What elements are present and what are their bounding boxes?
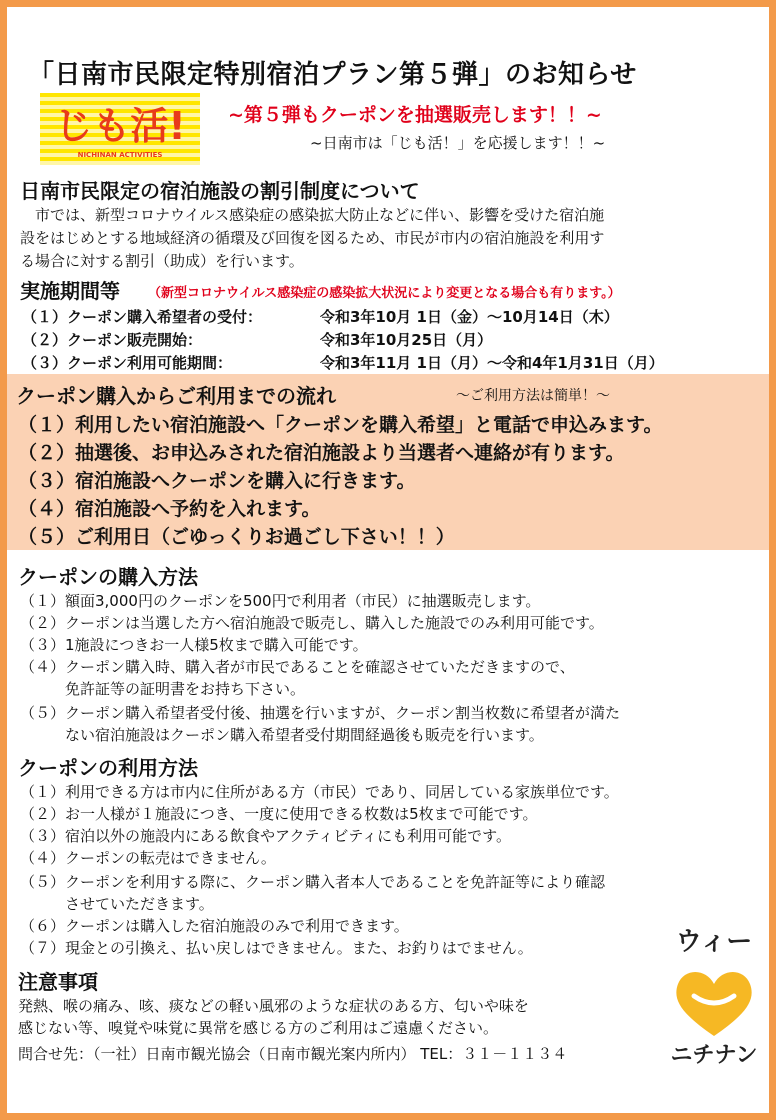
purchase-line-1: （１）額面3,000円のクーポンを500円で利用者（市民）に抽選販売します。 (20, 592, 541, 610)
purchase-line-2: （２）クーポンは当選した方へ宿泊施設で販売し、購入した施設でのみ利用可能です。 (20, 614, 604, 632)
purchase-heading: クーポンの購入方法 (18, 565, 198, 589)
usage-line-5: （５）クーポンを利用する際に、クーポン購入者本人であることを免許証等により確認 (20, 873, 606, 891)
contact-info: 問合せ先：（一社）日南市観光協会（日南市観光案内所内） TEL：３１－１１３４ (18, 1045, 568, 1063)
discount-line-3: る場合に対する割引（助成）を行います。 (20, 252, 304, 270)
usage-line-8: （７）現金との引換え、払い戻しはできません。また、お釣りはでません。 (20, 939, 533, 957)
caution-line-1: 発熱、喉の痛み、咳、痰などの軽い風邪のような症状のある方、匂いや味を (18, 997, 529, 1015)
purchase-line-5: 免許証等の証明書をお持ち下さい。 (20, 680, 306, 698)
discount-line-2: 設をはじめとする地域経済の循環及び回復を図るため、市民が市内の宿泊施設を利用す (20, 229, 605, 247)
usage-line-1: （１）利用できる方は市内に住所がある方（市民）であり、同居している家族単位です。 (20, 783, 619, 801)
purchase-line-7: ない宿泊施設はクーポン購入希望者受付期間経過後も販売を行います。 (20, 726, 544, 744)
flow-hint: ～ご利用方法は簡単！～ (456, 388, 610, 404)
usage-line-6: させていただきます。 (20, 895, 214, 913)
period-row-2-label: （２）クーポン販売開始： (22, 331, 203, 349)
period-note: （新型コロナウイルス感染症の感染拡大状況により変更となる場合も有ります。） (148, 286, 621, 301)
period-heading: 実施期間等 (20, 279, 120, 303)
flow-heading: クーポン購入からご利用までの流れ (16, 384, 336, 408)
purchase-line-4: （４）クーポン購入時、購入者が市民であることを確認させていただきますので、 (20, 658, 575, 676)
subtitle-support: ~日南市は「じも活！」を応援します！！~ (310, 134, 606, 152)
period-row-1-value: 令和3年10月 1日（金）～10月14日（木） (320, 308, 619, 326)
usage-line-3: （３）宿泊以外の施設内にある飲食やアクティビティにも利用可能です。 (20, 827, 511, 845)
flow-step-1: （１）利用したい宿泊施設へ「クーポンを購入希望」と電話で申込みます。 (18, 414, 663, 436)
usage-heading: クーポンの利用方法 (18, 756, 198, 780)
discount-heading: 日南市民限定の宿泊施設の割引制度について (20, 179, 420, 203)
subtitle-lottery: ~第５弾もクーポンを抽選販売します！！~ (228, 104, 602, 126)
mascot-bottom-text: ニチナン (670, 1043, 758, 1068)
usage-line-4: （４）クーポンの転売はできません。 (20, 849, 276, 867)
flow-step-4: （４）宿泊施設へ予約を入れます。 (18, 498, 321, 520)
period-row-3-label: （３）クーポン利用可能期間： (22, 354, 233, 372)
usage-line-7: （６）クーポンは購入した宿泊施設のみで利用できます。 (20, 917, 409, 935)
flow-step-3: （３）宿泊施設へクーポンを購入に行きます。 (18, 470, 416, 492)
mascot-top-text: ウィー (675, 927, 753, 957)
caution-heading: 注意事項 (18, 970, 98, 994)
period-row-2-value: 令和3年10月25日（月） (320, 331, 493, 349)
page-title: 「日南市民限定特別宿泊プラン第５弾」のお知らせ (28, 60, 637, 90)
logo-sub-text: NICHINAN ACTIVITIES (77, 151, 163, 159)
we-nichinan-mascot (664, 918, 764, 1068)
flow-step-2: （２）抽選後、お申込みされた宿泊施設より当選者へ連絡が有ります。 (18, 442, 625, 464)
caution-line-2: 感じない等、嗅覚や味覚に異常を感じる方のご利用はご遠慮ください。 (18, 1019, 499, 1037)
usage-line-2: （２）お一人様が１施設につき、一度に使用できる枚数は5枚まで可能です。 (20, 805, 538, 823)
logo-main-text: じも活! (54, 104, 186, 148)
period-row-3-value: 令和3年11月 1日（月）～令和4年1月31日（月） (320, 354, 664, 372)
jimokatsu-logo (40, 93, 200, 165)
discount-line-1: 市では、新型コロナウイルス感染症の感染拡大防止などに伴い、影響を受けた宿泊施 (20, 206, 605, 224)
flow-step-5: （５）ご利用日（ごゆっくりお過ごし下さい！！） (18, 526, 455, 548)
purchase-line-6: （５）クーポン購入希望者受付後、抽選を行いますが、クーポン割当枚数に希望者が満た (20, 704, 621, 722)
period-row-1-label: （１）クーポン購入希望者の受付： (22, 308, 263, 326)
purchase-line-3: （３）1施設につきお一人様5枚まで購入可能です。 (20, 636, 368, 654)
